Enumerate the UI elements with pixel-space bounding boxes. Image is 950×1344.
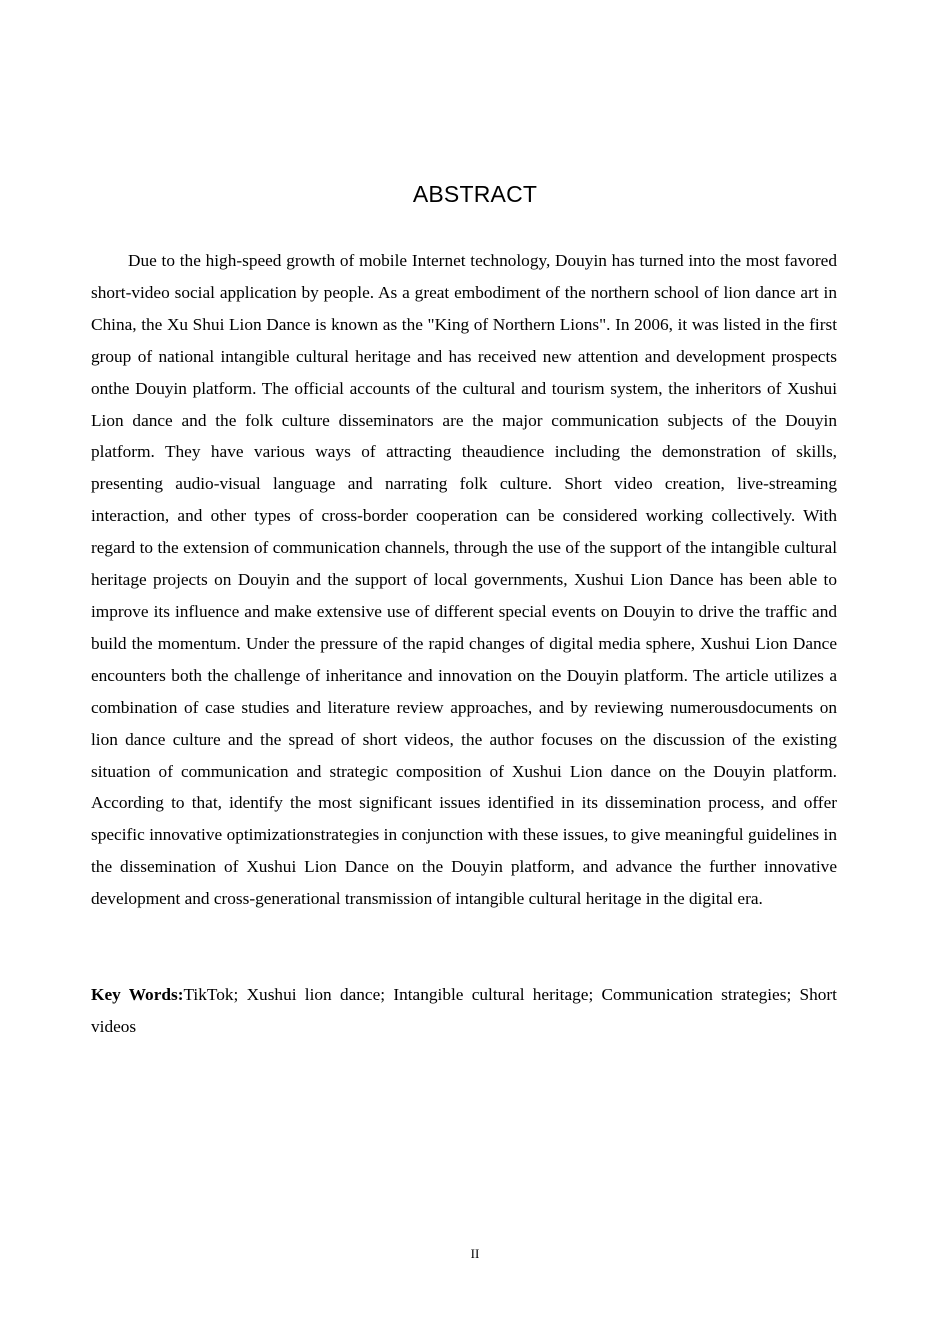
keywords-paragraph (91, 979, 837, 1043)
abstract-title: ABSTRACT (412, 181, 538, 207)
keywords-label: Key Words: (91, 985, 184, 1004)
page-number: II (470, 1246, 480, 1261)
keywords-text: TikTok; Xushui lion dance; Intangible cultural heritage; Communication strategies; Short videos (91, 985, 837, 1036)
abstract-body: Due to the high-speed growth of mobile Internet technology, Douyin has turned into the most favored short-video social application by people. As a great embodiment of the northern school of lion dance art in China, the Xu Shui Lion Dance is known as the "King of Northern Lions". In 2006, it was listed in the first group of national intangible cultural heritage and has received new attention and development prospects onthe Douyin platform. The official accounts of the cultural and tourism system, the inheritors of Xushui Lion dance and the folk culture disseminators are the major communication subjects of the Douyin platform. They have various ways of attracting theaudience including the demonstration of skills, presenting audio-visual language and narrating folk culture. Short video creation, live-streaming interaction, and other types of cross-border cooperation can be considered working collectively. With regard to the extension of communication channels, through the use of the support of the intangible cultural heritage projects on Douyin and the support of local governments, Xushui Lion Dance has been able to improve its influence and make extensive use of different special events on Douyin to drive the traffic and build the momentum. Under the pressure of the rapid changes of digital media sphere, Xushui Lion Dance encounters both the challenge of inheritance and innovation on the Douyin platform. The article utilizes a combination of case studies and literature review approaches, and by reviewing numerousdocuments on lion dance culture and the spread of short videos, the author focuses on the discussion of the existing situation of communication and strategic composition of Xushui Lion dance on the Douyin platform. According to that, identify the most significant issues identified in its dissemination process, and offer specific innovative optimizationstrategies in conjunction with these issues, to give meaningful guidelines in the dissemination of Xushui Lion Dance on the Douyin platform, and advance the further innovative development and cross-generational transmission of intangible cultural heritage in the digital era. (91, 251, 837, 909)
